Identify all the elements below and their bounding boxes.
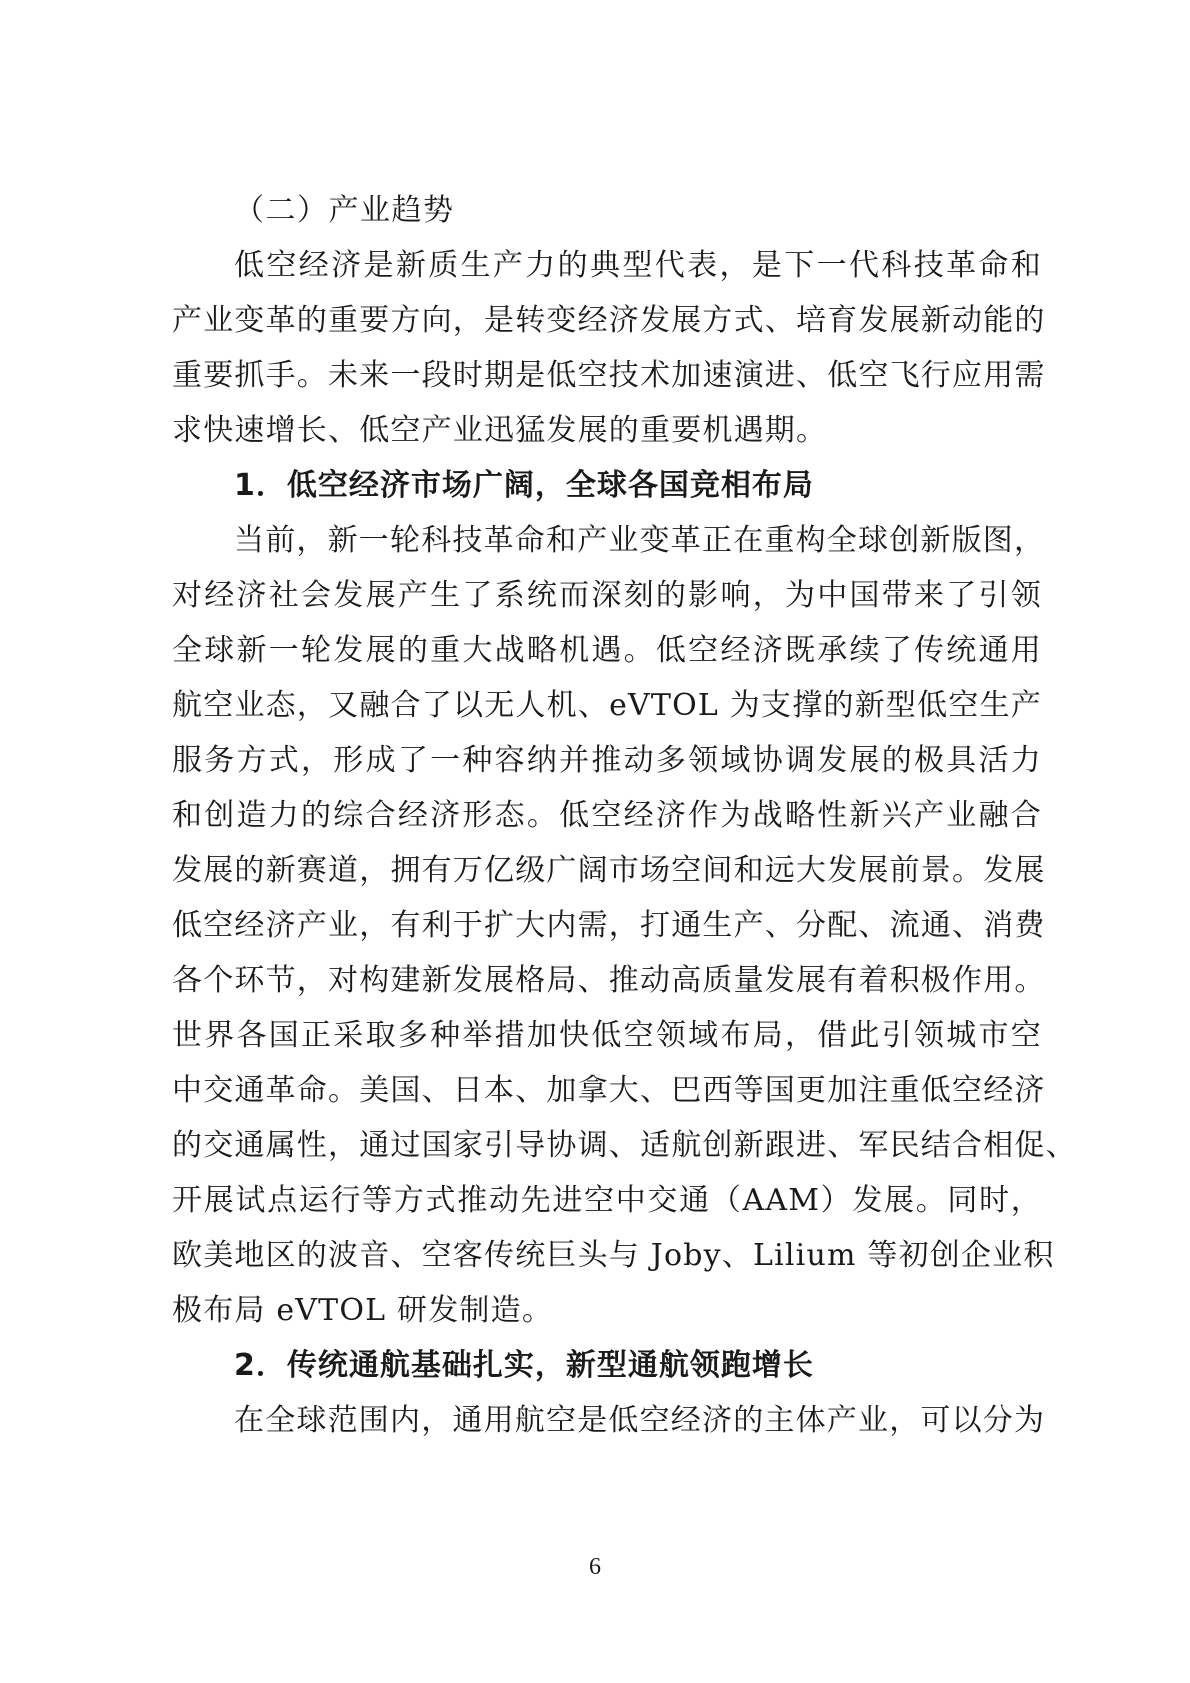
text-line: 世界各国正采取多种举措加快低空领域布局，借此引领城市空 [172, 1018, 1042, 1053]
text-line: 在全球范围内，通用航空是低空经济的主体产业，可以分为 [234, 1403, 1046, 1438]
intro-paragraph [172, 238, 1046, 458]
text-line: 中交通革命。美国、日本、加拿大、巴西等国更加注重低空经济 [172, 1073, 1046, 1108]
text-line: 低空经济是新质生产力的典型代表，是下一代科技革命和 [234, 248, 1042, 283]
text-line: 求快速增长、低空产业迅猛发展的重要机遇期。 [172, 413, 828, 448]
text-line: 全球新一轮发展的重大战略机遇。低空经济既承续了传统通用 [172, 633, 1042, 668]
paragraph-2 [172, 1393, 1046, 1448]
text-line: 的交通属性，通过国家引导协调、适航创新跟进、军民结合相促、 [172, 1128, 1077, 1163]
text-line: 和创造力的综合经济形态。低空经济作为战略性新兴产业融合 [172, 798, 1042, 833]
paragraph-1 [172, 513, 1077, 1338]
text-line: 当前，新一轮科技革命和产业变革正在重构全球创新版图， [234, 523, 1046, 558]
text-line: 航空业态，又融合了以无人机、eVTOL 为支撑的新型低空生产 [172, 688, 1042, 723]
text-line: 各个环节，对构建新发展格局、推动高质量发展有着积极作用。 [172, 963, 1046, 998]
text-line: 产业变革的重要方向，是转变经济发展方式、培育发展新动能的 [172, 303, 1046, 338]
section-heading: （二）产业趋势 [234, 193, 455, 228]
text-line: 对经济社会发展产生了系统而深刻的影响，为中国带来了引领 [172, 578, 1042, 613]
text-line: 开展试点运行等方式推动先进空中交通（AAM）发展。同时， [172, 1183, 1042, 1218]
text-line: 极布局 eVTOL 研发制造。 [172, 1293, 554, 1328]
subheading-2: 2．传统通航基础扎实，新型通航领跑增长 [234, 1348, 814, 1383]
page-content [172, 183, 1077, 1448]
subheading-1: 1．低空经济市场广阔，全球各国竞相布局 [234, 468, 814, 503]
text-line: 重要抓手。未来一段时期是低空技术加速演进、低空飞行应用需 [172, 358, 1046, 393]
page-number: 6 [589, 1554, 601, 1580]
text-line: 服务方式，形成了一种容纳并推动多领域协调发展的极具活力 [172, 743, 1042, 778]
text-line: 发展的新赛道，拥有万亿级广阔市场空间和远大发展前景。发展 [172, 853, 1046, 888]
text-line: 欧美地区的波音、空客传统巨头与 Joby、Lilium 等初创企业积 [172, 1238, 1055, 1273]
text-line: 低空经济产业，有利于扩大内需，打通生产、分配、流通、消费 [172, 908, 1046, 943]
